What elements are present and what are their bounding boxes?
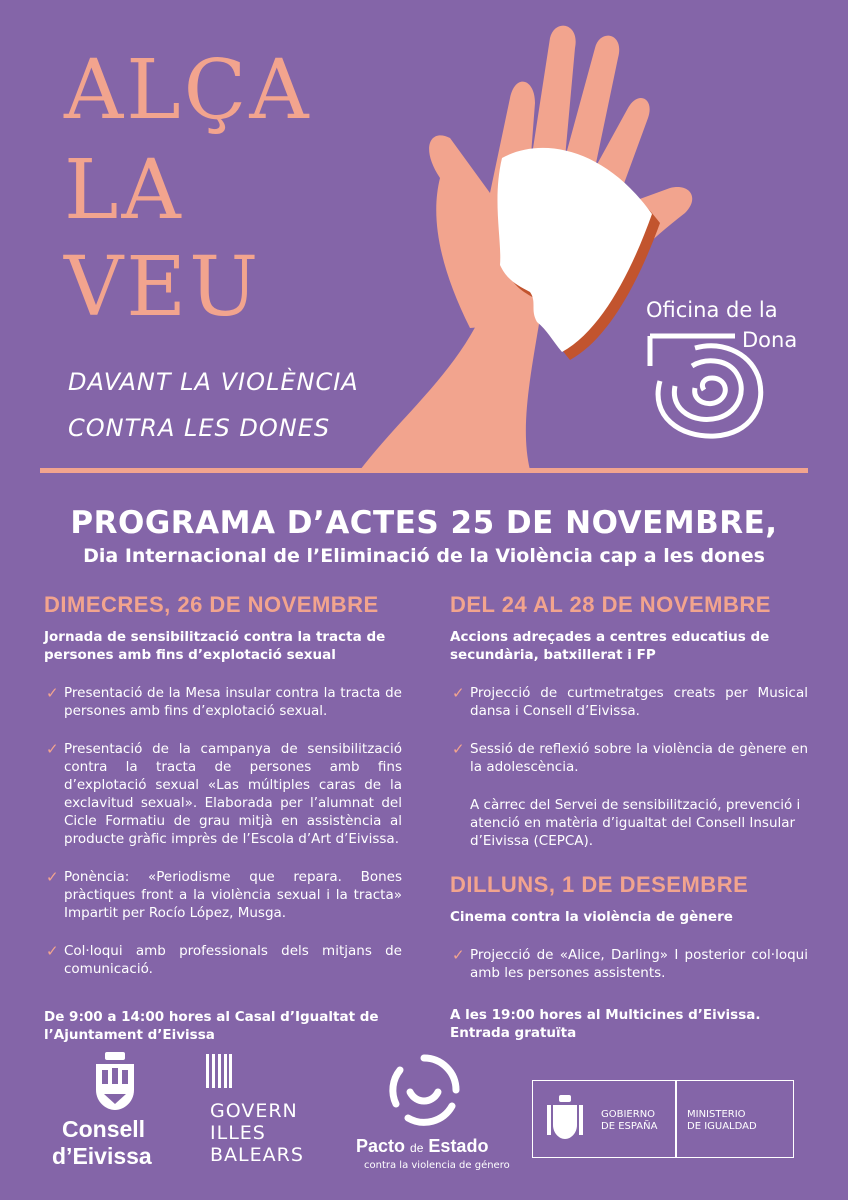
program-subtitle: Dia Internacional de l’Eliminació de la Violència cap a les dones [83,545,765,567]
check-icon: ✓ [452,740,465,758]
rose-icon [640,326,770,444]
headline-line-1: ALÇA [64,43,312,138]
list-item: ✓ Presentació de la Mesa insular contra la tracta de persones amb fins d’explotació sexual. [46,684,402,719]
oficina-line-2: Dona [742,328,798,352]
left-day-heading: DIMECRES, 26 DE NOVEMBRE [44,592,379,617]
right-location: A les 19:00 hores al Multicines d’Eivissa. Entrada gratuïta [450,1007,761,1041]
left-intro: Jornada de sensibilització contra la tracta de persones amb fins d’explotació sexual [44,629,386,663]
right-day-heading-1: DEL 24 AL 28 DE NOVEMBRE [450,592,771,617]
pacto-logo-text: Pacto de Estado [356,1136,489,1156]
right-intro-2: Cinema contra la violència de gènere [450,909,733,925]
right-day-heading-2: DILLUNS, 1 DE DESEMBRE [450,872,749,897]
consell-line-1: Consell [62,1116,146,1142]
coat-of-arms-icon [92,1050,138,1112]
logo-divider [675,1081,677,1157]
list-item: ✓ Presentació de la campanya de sensibilització contra la tracta de persones amb fins d’explotació sexual «Las múltiples caras de la exclavitud sexual». Elaborada per l’alumnat del Cicle Formatiu de grau mitjà en assistència al producte gràfic imprès de l’Escola d’Art d’Eivissa. [46,740,402,847]
govern-logo-text: GOVERN ILLES BALEARS [210,1100,304,1166]
list-item: ✓ Projecció de curtmetratges creats per Musical dansa i Consell d’Eivissa. [452,684,808,719]
gobierno-text: GOBIERNO DE ESPAÑA [601,1109,658,1132]
list-item: ✓ Col·loqui amb professionals dels mitjans de comunicació. [46,942,402,977]
circle-smile-icon [386,1052,462,1128]
oficina-line-1: Oficina de la [646,298,778,322]
check-icon: ✓ [452,946,465,964]
spain-coat-of-arms-icon [547,1095,583,1141]
pacto-subtitle: contra la violencia de género [364,1160,510,1171]
left-column [44,592,402,1044]
divider [40,468,808,473]
check-icon: ✓ [46,868,59,886]
subtitle-line-2: CONTRA LES DONES [68,414,331,442]
ministerio-text: MINISTERIO DE IGUALDAD [687,1109,757,1132]
right-intro-1: Accions adreçades a centres educatius de secundària, batxillerat i FP [450,629,770,663]
check-icon: ✓ [46,684,59,702]
list-item: ✓ Ponència: «Periodisme que repara. Bones pràctiques front a la violència sexual i la tracta» Impartit per Rocío López, Musga. [46,868,402,921]
consell-line-2: d’Eivissa [52,1143,152,1169]
left-location: De 9:00 a 14:00 hores al Casal d’Igualtat de l’Ajuntament d’Eivissa [44,1009,379,1043]
subtitle-line-1: DAVANT LA VIOLÈNCIA [68,368,359,396]
list-item: ✓ Projecció de «Alice, Darling» I posterior col·loqui amb les persones assistents. [452,946,808,981]
check-icon: ✓ [46,942,59,960]
ministerio-logo [532,1080,794,1158]
right-note: A càrrec del Servei de sensibilització, prevenció i atenció en matèria d’igualtat del Consell Insular d’Eivissa (CEPCA). [470,797,801,849]
check-icon: ✓ [46,740,59,758]
list-item: ✓ Sessió de reflexió sobre la violència de gènere en la adolescència. [452,740,808,775]
govern-emblem-icon [206,1054,232,1088]
check-icon: ✓ [452,684,465,702]
headline-line-3: VEU [64,240,262,335]
headline-line-2: LA [64,143,184,238]
program-title: PROGRAMA D’ACTES 25 DE NOVEMBRE, [70,505,778,541]
right-column [450,592,808,1042]
